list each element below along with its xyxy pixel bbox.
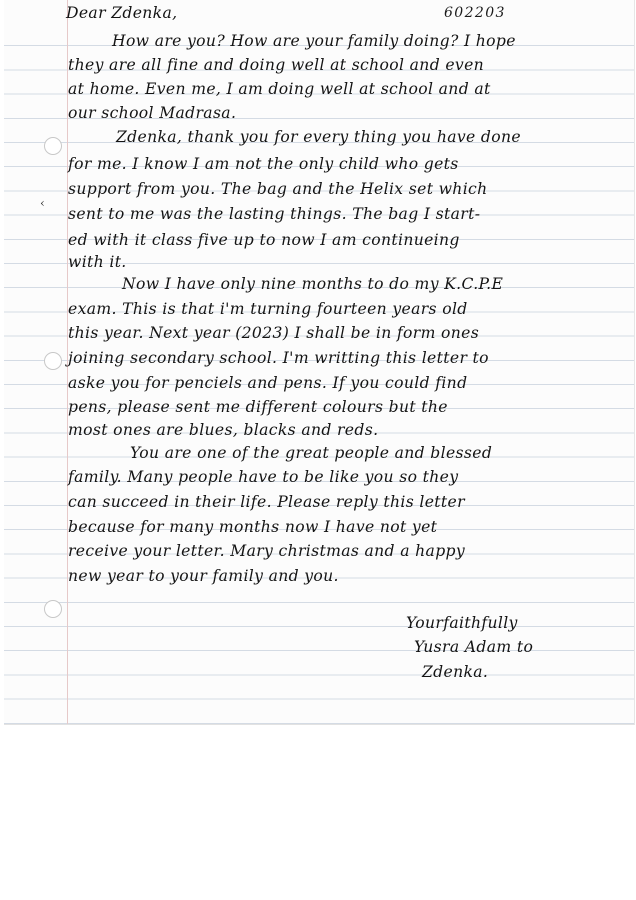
greeting: Dear Zdenka, [66, 4, 178, 22]
notebook-page [4, 0, 635, 725]
letter-line: because for many months now I have not yet [68, 518, 438, 536]
letter-line: this year. Next year (2023) I shall be in form ones [68, 324, 480, 342]
letter-line: How are you? How are your family doing? I hope [112, 32, 516, 50]
letter-line: family. Many people have to be like you so they [68, 468, 459, 486]
letter-line: they are all fine and doing well at school and even [68, 56, 485, 74]
letter-line: at home. Even me, I am doing well at school and at [68, 80, 491, 98]
stray-mark: ‹ [40, 196, 45, 210]
punch-hole-bottom [44, 600, 62, 618]
punch-hole-top [44, 137, 62, 155]
letter-line: receive your letter. Mary christmas and a happy [68, 542, 466, 560]
punch-hole-middle [44, 352, 62, 370]
letter-line: with it. [68, 253, 127, 271]
letter-line: aske you for penciels and pens. If you could find [68, 374, 468, 392]
letter-line: sent to me was the lasting things. The bag I start- [68, 205, 481, 223]
letter-line: pens, please sent me different colours but the [68, 398, 448, 416]
letter-line: support from you. The bag and the Helix set which [68, 180, 488, 198]
letter-line: exam. This is that i'm turning fourteen years old [68, 300, 468, 318]
letter-line: You are one of the great people and blessed [130, 444, 493, 462]
letter-line: joining secondary school. I'm writting this letter to [68, 349, 489, 367]
letter-line: new year to your family and you. [68, 567, 339, 585]
letter-line: most ones are blues, blacks and reds. [68, 421, 379, 439]
signature: Yusra Adam to [414, 638, 534, 656]
letter-line: can succeed in their life. Please reply this letter [68, 493, 465, 511]
reference-number: 602203 [444, 5, 506, 21]
letter-line: ed with it class five up to now I am continueing [68, 231, 460, 249]
letter-line: our school Madrasa. [68, 104, 237, 122]
closing: Yourfaithfully [406, 614, 518, 632]
letter-line: Zdenka, thank you for every thing you have done [116, 128, 521, 146]
letter-line: Now I have only nine months to do my K.C.P.E [122, 275, 504, 293]
recipient-name: Zdenka. [422, 663, 489, 681]
letter-line: for me. I know I am not the only child who gets [68, 155, 459, 173]
